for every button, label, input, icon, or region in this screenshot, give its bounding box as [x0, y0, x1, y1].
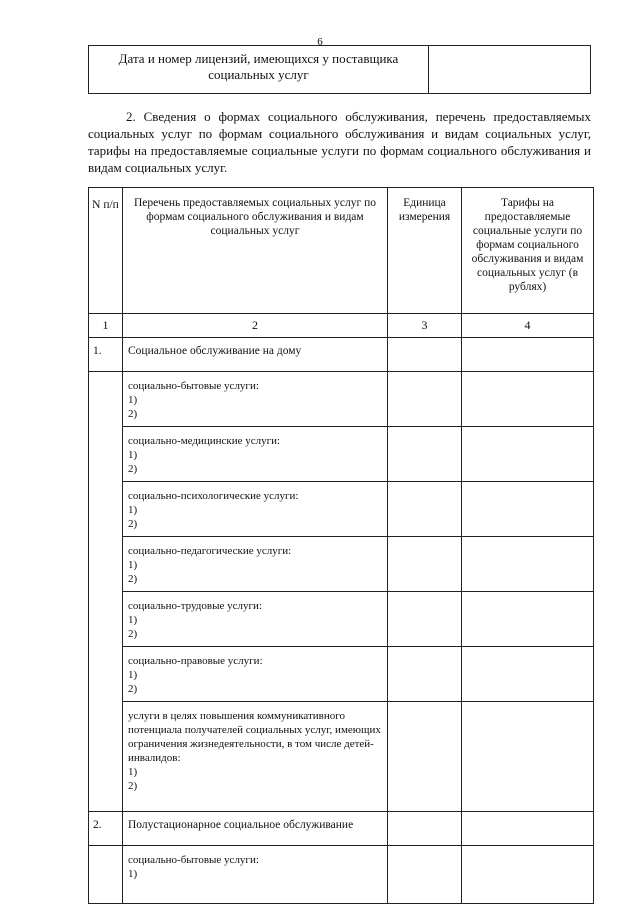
- group-item: 1): [128, 669, 138, 681]
- unit-cell: [388, 537, 462, 592]
- column-number: 1: [89, 314, 123, 338]
- tariff-cell: [462, 812, 594, 846]
- group-item: 1): [128, 449, 138, 461]
- tariff-cell: [462, 846, 594, 904]
- header-services: Перечень предоставляемых социальных услуг по формам социального обслуживания и видам социальных услуг: [123, 188, 388, 314]
- tariff-cell: [462, 482, 594, 537]
- group-item: 2): [128, 408, 138, 420]
- group-item: 1): [128, 868, 138, 880]
- tariff-cell: [462, 537, 594, 592]
- group-title: социально-бытовые услуги:: [128, 380, 259, 392]
- unit-cell: [388, 702, 462, 812]
- unit-cell: [388, 846, 462, 904]
- group-item: 1): [128, 559, 138, 571]
- group-title: социально-медицинские услуги:: [128, 435, 281, 447]
- group-title: социально-трудовые услуги:: [128, 600, 262, 612]
- license-label: Дата и номер лицензий, имеющихся у поставщика социальных услуг: [89, 46, 429, 94]
- service-group-row: [89, 592, 594, 647]
- service-group: [123, 537, 388, 592]
- section-number: 1.: [89, 338, 123, 372]
- license-value: [429, 46, 591, 94]
- section-intro: [88, 108, 591, 176]
- unit-cell: [388, 427, 462, 482]
- service-group-row: [89, 537, 594, 592]
- service-group-row: [89, 427, 594, 482]
- num-cell: [89, 846, 123, 904]
- group-title: социально-педагогические услуги:: [128, 545, 292, 557]
- service-group-row: [89, 702, 594, 812]
- service-group: [123, 702, 388, 812]
- header-tariffs: Тарифы на предоставляемые социальные услуги по формам социального обслуживания и видам социальных услуг (в рублях): [462, 188, 594, 314]
- unit-cell: [388, 372, 462, 427]
- service-group-row: [89, 372, 594, 427]
- section-title: Социальное обслуживание на дому: [123, 338, 388, 372]
- tariff-cell: [462, 372, 594, 427]
- group-item: 1): [128, 766, 138, 778]
- service-group: [123, 482, 388, 537]
- unit-cell: [388, 592, 462, 647]
- unit-cell: [388, 482, 462, 537]
- service-group: [123, 372, 388, 427]
- group-item: 2): [128, 683, 138, 695]
- group-item: 2): [128, 780, 138, 792]
- column-number: 4: [462, 314, 594, 338]
- license-row: [89, 46, 591, 94]
- num-cell: [89, 372, 123, 812]
- header-unit: Единица измерения: [388, 188, 462, 314]
- column-number: 2: [123, 314, 388, 338]
- tariff-cell: [462, 338, 594, 372]
- table-header-row: [89, 188, 594, 314]
- group-item: 1): [128, 614, 138, 626]
- page-number: 6: [317, 36, 323, 48]
- service-group-row: [89, 647, 594, 702]
- group-title: социально-правовые услуги:: [128, 655, 263, 667]
- group-item: 2): [128, 463, 138, 475]
- group-title: социально-психологические услуги:: [128, 490, 299, 502]
- group-item: 1): [128, 394, 138, 406]
- service-group: [123, 647, 388, 702]
- service-group: [123, 427, 388, 482]
- unit-cell: [388, 647, 462, 702]
- tariff-cell: [462, 702, 594, 812]
- service-group: [123, 846, 388, 904]
- section-number: 2.: [89, 812, 123, 846]
- column-number: 3: [388, 314, 462, 338]
- unit-cell: [388, 812, 462, 846]
- group-title: социально-бытовые услуги:: [128, 854, 259, 866]
- tariff-cell: [462, 427, 594, 482]
- tariff-cell: [462, 592, 594, 647]
- header-num: N п/п: [89, 188, 123, 314]
- group-item: 1): [128, 504, 138, 516]
- group-item: 2): [128, 573, 138, 585]
- group-item: 2): [128, 518, 138, 530]
- unit-cell: [388, 338, 462, 372]
- section-title: Полустационарное социальное обслуживание: [123, 812, 388, 846]
- column-number-row: [89, 314, 594, 338]
- section-row: [89, 338, 594, 372]
- group-item: 2): [128, 628, 138, 640]
- service-group-row: [89, 482, 594, 537]
- group-title: услуги в целях повышения коммуникативного потенциала получателей социальных услуг, имеющих ограничения жизнедеятельности, в том числе детей-инвалидов:: [128, 710, 381, 764]
- license-table: [88, 45, 591, 94]
- section-row: [89, 812, 594, 846]
- tariff-cell: [462, 647, 594, 702]
- service-group-row: [89, 846, 594, 904]
- service-group: [123, 592, 388, 647]
- intro-paragraph: 2. Сведения о формах социального обслуживания, перечень предоставляемых социальных услуг по формам социального обслуживания и видам социальных услуг, тарифы на предоставляемые социальные услуги по формам социального обслуживания и видам социальных услуг.: [88, 109, 591, 175]
- services-table: [88, 187, 594, 904]
